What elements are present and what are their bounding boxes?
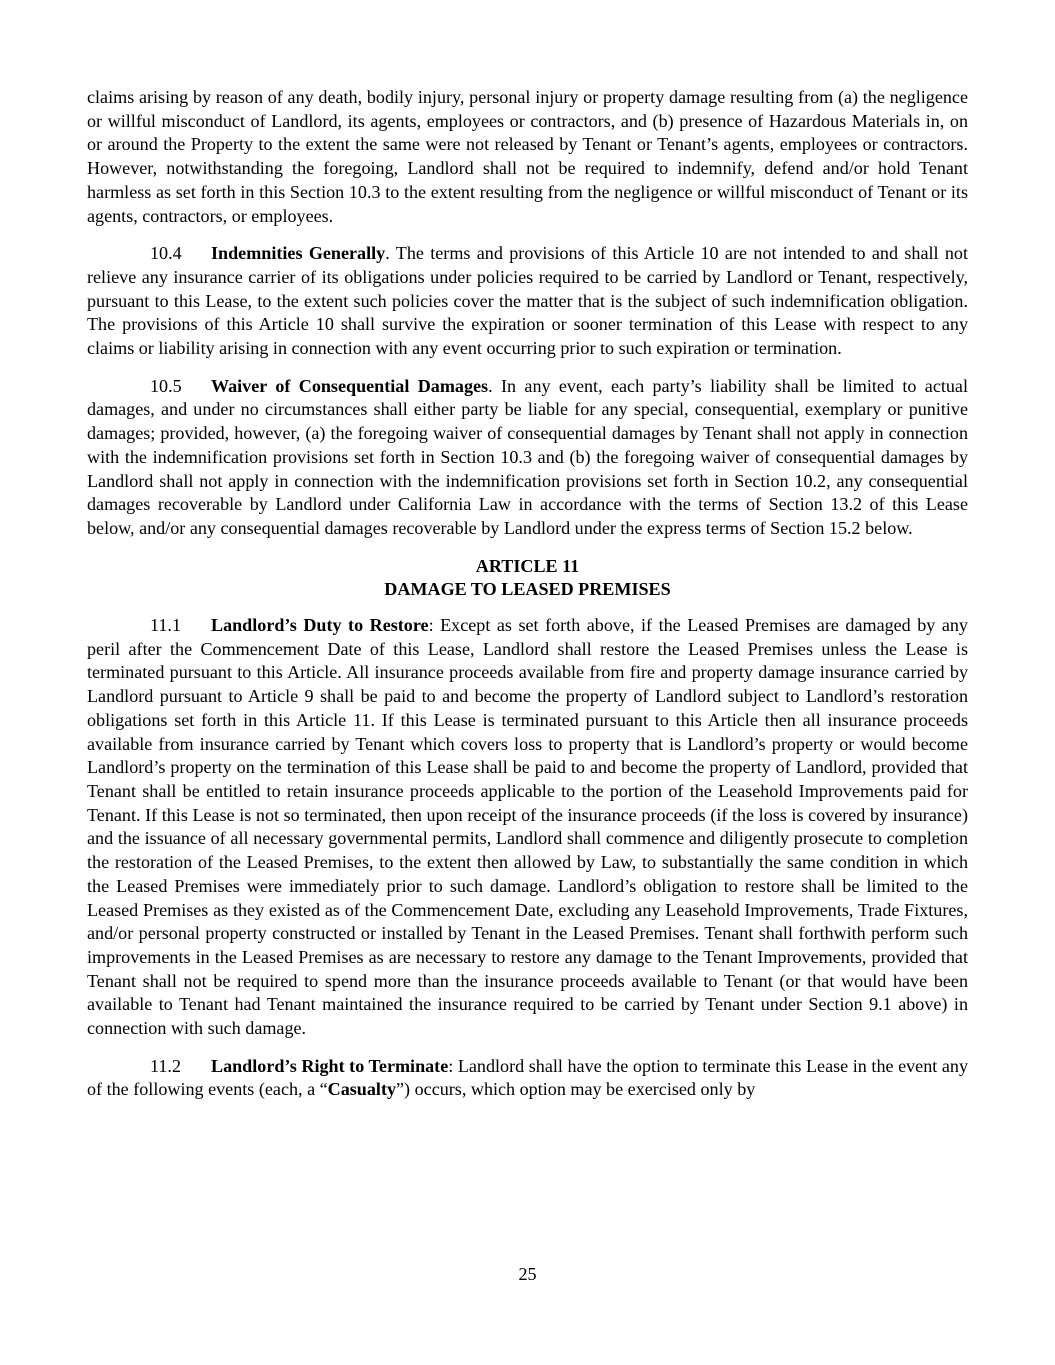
section-body: : Landlord shall have the option to terminate this Lease in the event any of the following events (each, a “ bbox=[87, 1055, 968, 1100]
section-title: Landlord’s Duty to Restore bbox=[211, 615, 429, 636]
defined-term: Casualty bbox=[327, 1079, 397, 1100]
section-11-1 bbox=[87, 614, 968, 1041]
section-title: Indemnities Generally bbox=[211, 243, 386, 264]
document-page bbox=[87, 86, 968, 1116]
paragraph-continuation: claims arising by reason of any death, bodily injury, personal injury or property damage resulting from (a) the negligence or willful misconduct of Landlord, its agents, employees or contractors, and (b) presence of Hazardous Materials in, on or around the Property to the extent the same were not released by Tenant or Tenant’s agents, employees or contractors. However, notwithstanding the foregoing, Landlord shall not be required to indemnify, defend and/or hold Tenant harmless as set forth in this Section 10.3 to the extent resulting from the negligence or willful misconduct of Tenant or its agents, contractors, or employees. bbox=[87, 87, 968, 226]
section-number: 10.5 bbox=[150, 375, 182, 396]
section-10-5 bbox=[87, 375, 968, 541]
section-body: : Except as set forth above, if the Leased Premises are damaged by any peril after the Commencement Date of this Lease, Landlord shall restore the Leased Premises unless the Lease is terminated pursuant to this Article. All insurance proceeds available from fire and property damage insurance carried by Landlord pursuant to Article 9 shall be paid to and become the property of Landlord subject to Landlord’s restoration obligations set forth in this Article 11. If this Lease is terminated pursuant to this Article then all insurance proceeds available from insurance carried by Tenant which covers loss to property that is Landlord’s property or would become Landlord’s property on the termination of this Lease shall be paid to and become the property of Landlord, provided that Tenant shall be entitled to retain insurance proceeds applicable to the portion of the Leasehold Improvements paid for Tenant. If this Lease is not so terminated, then upon receipt of the insurance proceeds (if the loss is covered by insurance) and the issuance of all necessary governmental permits, Landlord shall commence and diligently prosecute to completion the restoration of the Leased Premises, to the extent then allowed by Law, to substantially the same condition in which the Leased Premises were immediately prior to such damage. Landlord’s obligation to restore shall be limited to the Leased Premises as they existed as of the Commencement Date, excluding any Leasehold Improvements, Trade Fixtures, and/or personal property constructed or installed by Tenant in the Leased Premises. Tenant shall forthwith perform such improvements in the Leased Premises as are necessary to restore any damage to the Tenant Improvements, provided that Tenant shall not be required to spend more than the insurance proceeds available to Tenant (or that would have been available to Tenant had Tenant maintained the insurance required to be carried by Tenant under Section 9.1 above) in connection with such damage. bbox=[87, 615, 968, 1039]
section-11-2 bbox=[87, 1055, 968, 1102]
section-title: Landlord’s Right to Terminate bbox=[211, 1055, 449, 1076]
section-body: . In any event, each party’s liability shall be limited to actual damages, and under no circumstances shall either party be liable for any special, consequential, exemplary or punitive damages; provided, however, (a) the foregoing waiver of consequential damages by Tenant shall not apply in connection with the indemnification provisions set forth in Section 10.3 and (b) the foregoing waiver of consequential damages by Landlord shall not apply in connection with the indemnification provisions set forth in Section 10.2, any consequential damages recoverable by Landlord under California Law in accordance with the terms of Section 13.2 of this Lease below, and/or any consequential damages recoverable by Landlord under the express terms of Section 15.2 below. bbox=[87, 375, 968, 538]
section-number: 10.4 bbox=[150, 243, 182, 264]
section-number: 11.2 bbox=[150, 1055, 181, 1076]
article-heading bbox=[87, 555, 968, 602]
section-title: Waiver of Consequential Damages bbox=[211, 375, 489, 396]
section-number: 11.1 bbox=[150, 615, 181, 636]
page-number: 25 bbox=[518, 1264, 537, 1284]
section-10-4 bbox=[87, 242, 968, 361]
article-title: DAMAGE TO LEASED PREMISES bbox=[384, 579, 671, 600]
section-body-cont: ”) occurs, which option may be exercised only by bbox=[396, 1079, 756, 1100]
section-body: . The terms and provisions of this Article 10 are not intended to and shall not relieve any insurance carrier of its obligations under policies required to be carried by Landlord or Tenant, respectively, pursuant to this Lease, to the extent such policies cover the matter that is the subject of such indemnification obligation. The provisions of this Article 10 shall survive the expiration or sooner termination of this Lease with respect to any claims or liability arising in connection with any event occurring prior to such expiration or termination. bbox=[87, 243, 968, 359]
article-number: ARTICLE 11 bbox=[475, 555, 580, 576]
